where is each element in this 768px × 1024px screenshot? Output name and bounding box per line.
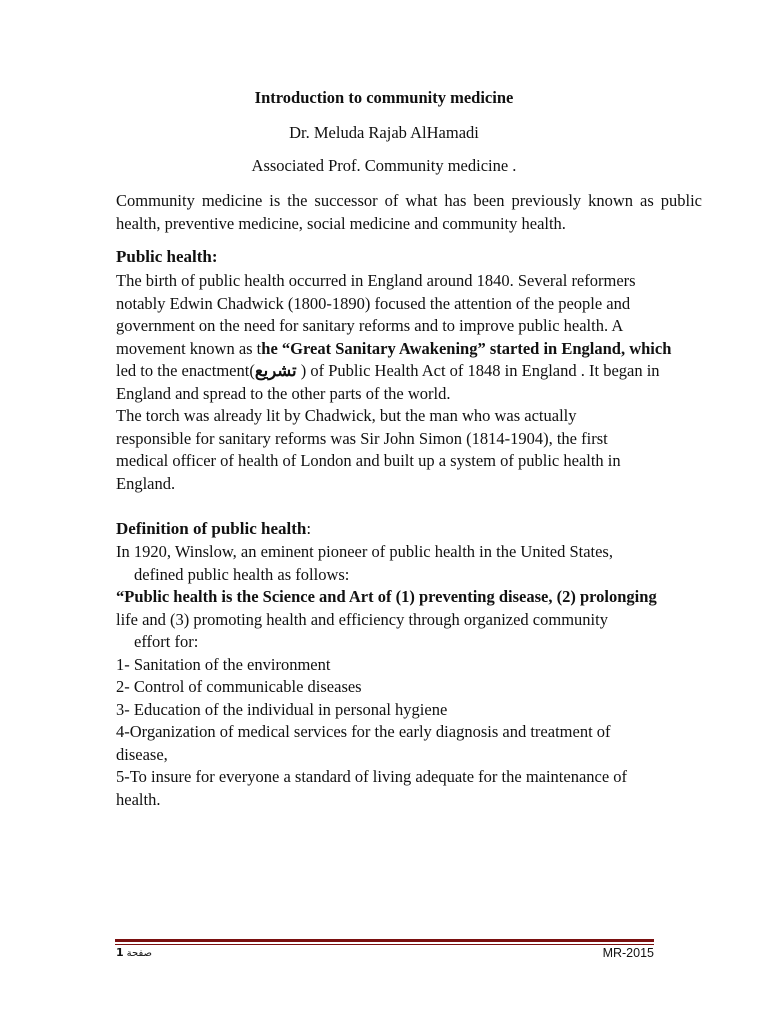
list-item: 5-To insure for everyone a standard of living adequate for the maintenance of (116, 767, 628, 786)
text-line: effort for: (134, 632, 199, 651)
page-word: صفحة (126, 948, 153, 959)
section-heading-public-health: Public health: (116, 247, 218, 266)
great-sanitary-awakening-text: he “Great Sanitary Awakening” started in England, which (261, 338, 672, 358)
arabic-term: تشريع (254, 361, 297, 380)
list-item: 1- Sanitation of the environment (116, 654, 331, 674)
text-line: government on the need for sanitary reforms and to improve public health. A (116, 316, 624, 335)
author-affiliation: Associated Prof. Community medicine . (251, 156, 517, 175)
text-line: responsible for sanitary reforms was Sir John Simon (1814-1904), the first (116, 428, 608, 448)
footer-divider (115, 939, 654, 942)
footer-divider-thin (115, 944, 654, 945)
definition-paragraph (116, 541, 716, 811)
page-number: 1 (116, 946, 124, 959)
text-line-start: movement known as t (116, 338, 262, 358)
text-line: The torch was already lit by Chadwick, but the man who was actually (116, 406, 577, 425)
text-line: defined public health as follows: (134, 564, 350, 584)
document-title: Introduction to community medicine (254, 88, 514, 107)
list-item: 4-Organization of medical services for the early diagnosis and treatment of (116, 722, 611, 741)
text-line: medical officer of health of London and built up a system of public health in (116, 451, 621, 470)
text-line: England. (116, 473, 176, 493)
text-line (116, 338, 716, 361)
text-line: In 1920, Winslow, an eminent pioneer of public health in the United States, (116, 542, 613, 561)
list-item: 2- Control of communicable diseases (116, 677, 362, 696)
public-health-paragraph (116, 270, 716, 495)
text-line: The birth of public health occurred in England around 1840. Several reformers (116, 271, 636, 290)
text-line-end: ) of Public Health Act of 1848 in England . It began in (296, 361, 660, 380)
text-line (116, 360, 716, 383)
text-line: notably Edwin Chadwick (1800-1890) focused the attention of the people and (116, 293, 631, 313)
text-line: England and spread to the other parts of the world. (116, 383, 451, 403)
text-line: health. (116, 789, 161, 809)
text-line-start: led to the enactment( (116, 361, 255, 380)
text-line: disease, (116, 744, 168, 764)
intro-paragraph: Community medicine is the successor of what has been previously known as public health, preventive medicine, social medicine and community health. (116, 191, 702, 233)
list-item: 3- Education of the individual in personal hygiene (116, 699, 448, 719)
definition-heading-colon: : (306, 519, 312, 538)
section-heading-definition (116, 518, 311, 540)
footer-code: MR-2015 (602, 946, 654, 960)
winslow-definition-quote: “Public health is the Science and Art of (1) preventing disease, (2) prolonging (116, 587, 657, 606)
footer-page-number (116, 946, 152, 961)
definition-heading-text: Definition of public health (116, 519, 307, 538)
author-name: Dr. Meluda Rajab AlHamadi (289, 123, 479, 142)
text-line: life and (3) promoting health and efficiency through organized community (116, 609, 608, 629)
